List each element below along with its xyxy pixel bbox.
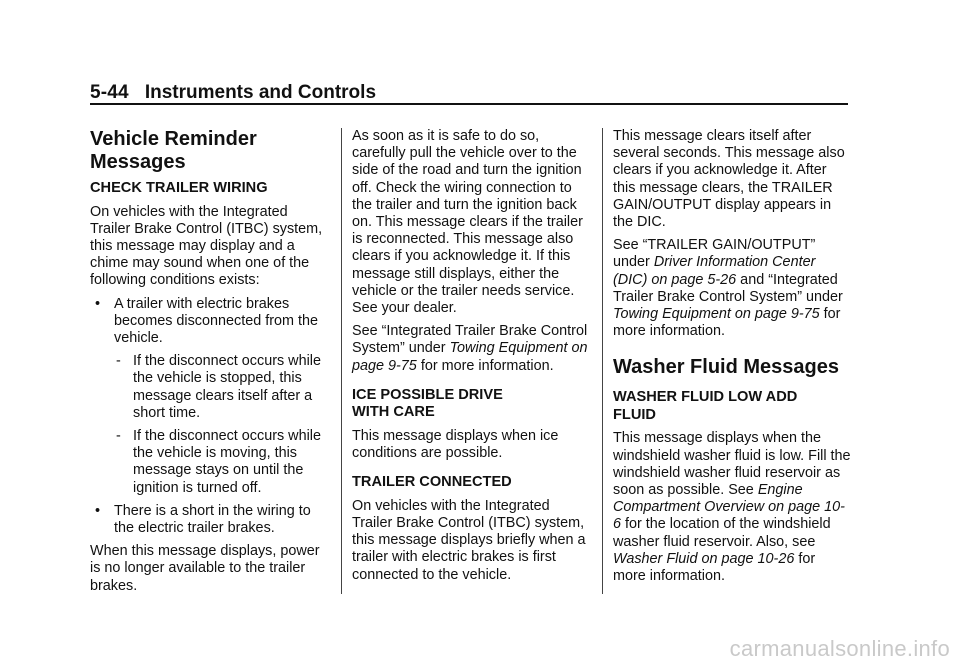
list-item (90, 503, 328, 537)
page-reference-link[interactable]: Towing Equipment on page 9-75 (613, 306, 820, 323)
column-2 (352, 128, 590, 590)
watermark: carmanualsonline.info (729, 636, 950, 661)
subheading-check-trailer-wiring: CHECK TRAILER WIRING (90, 180, 268, 196)
page-reference-link[interactable]: Driver Information Center (DIC) on page 5-26 (613, 254, 816, 288)
sub-bullet-text: If the disconnect occurs while the vehicle is moving, this message stays on until the ignition is turned off. (133, 427, 321, 496)
column-3 (613, 128, 851, 591)
column-divider (602, 128, 603, 594)
column-1 (90, 128, 328, 601)
page-reference-link[interactable]: Towing Equipment on page 9-75 (352, 340, 588, 374)
section-heading-vehicle-reminder: Vehicle Reminder Messages (90, 128, 257, 173)
see-text: See “TRAILER GAIN/OUTPUT” under (613, 237, 816, 271)
washer-text-mid: for the location of the windshield washer fluid reservoir. Also, see (613, 516, 831, 550)
list-item (90, 428, 328, 497)
washer-text-end: for more information. (613, 550, 816, 585)
list-item (90, 353, 328, 422)
paragraph-ice: This message displays when ice conditions are possible. (352, 427, 559, 462)
subheading-ice-possible: ICE POSSIBLE DRIVE WITH CARE (352, 386, 503, 421)
page-reference-link[interactable]: Engine Compartment Overview on page 10-6 (613, 482, 845, 533)
bullet-text: There is a short in the wiring to the electric trailer brakes. (114, 502, 311, 536)
dash-marker: - (116, 427, 121, 444)
washer-text: This message displays when the windshield washer fluid is low. Fill the windshield washer fluid reservoir as soon as possible. See (613, 430, 851, 499)
sub-bullet-text: If the disconnect occurs while the vehicle is stopped, this message clears itself after a short time. (133, 353, 321, 421)
list-item (90, 296, 328, 348)
paragraph-clears: This message clears itself after several seconds. This message also clears if you acknowledge it. After this message clears, the TRAILER GAIN/OUTPUT display appears in the DIC. (613, 128, 845, 231)
paragraph-see-itbc (352, 323, 590, 375)
bullet-text: A trailer with electric brakes becomes disconnected from the vehicle. (114, 295, 318, 346)
see-text-mid: and “Integrated Trailer Brake Control System” under (613, 271, 843, 305)
subheading-washer-fluid-low: WASHER FLUID LOW ADD FLUID (613, 389, 798, 423)
paragraph-trailer-connected: On vehicles with the Integrated Trailer Brake Control (ITBC) system, this message displays briefly when a trailer with electric brakes is first connected to the vehicle. (352, 497, 586, 583)
paragraph-washer-fluid (613, 430, 851, 585)
page-header (90, 82, 848, 104)
page-reference-link[interactable]: Washer Fluid on page 10-26 (613, 550, 795, 567)
column-divider (341, 128, 342, 594)
header-rule (90, 103, 848, 105)
dash-marker: - (116, 353, 121, 370)
paragraph-see-dic (613, 237, 851, 340)
page-number: 5-44 (90, 82, 129, 103)
bullet-marker: • (95, 295, 101, 312)
paragraph-safe: As soon as it is safe to do so, carefully pull the vehicle over to the side of the road and turn the ignition off. Check the wiring connection to the trailer and turn the ignition back on. This message clears if the trailer is reconnected. This message also clears if you acknowledge it. If this message still displays, either the vehicle or the trailer needs service. See your dealer. (352, 128, 583, 317)
chapter-title: Instruments and Controls (144, 82, 377, 103)
see-text-end: for more information. (613, 306, 841, 340)
see-text-end: for more information. (416, 357, 554, 374)
see-text: See “Integrated Trailer Brake Control System” under (352, 323, 588, 357)
bullet-marker: • (95, 502, 101, 519)
subheading-trailer-connected: TRAILER CONNECTED (352, 474, 512, 491)
paragraph-power: When this message displays, power is no longer available to the trailer brakes. (90, 543, 320, 594)
paragraph-intro: On vehicles with the Integrated Trailer Brake Control (ITBC) system, this message may display and a chime may sound when one of the following conditions exists: (90, 203, 323, 289)
section-heading-washer-fluid: Washer Fluid Messages (613, 356, 839, 379)
